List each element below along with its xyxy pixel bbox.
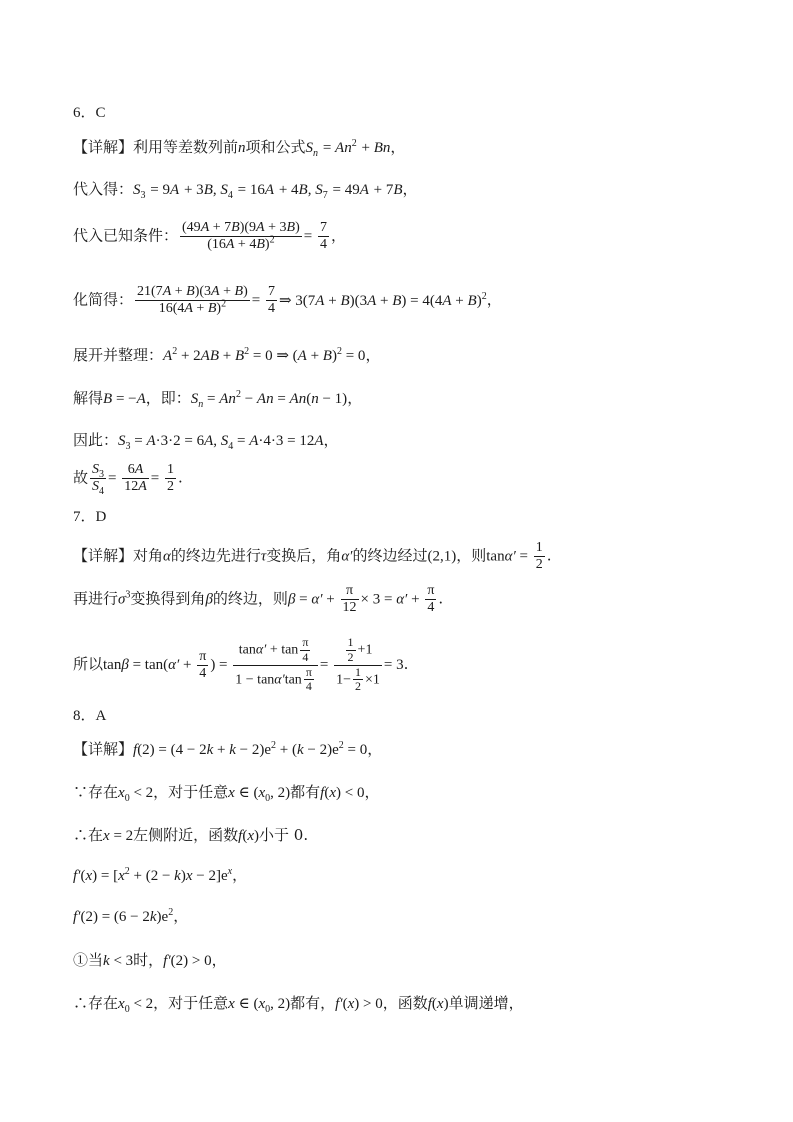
q7-line-3: 所以tanβ = tan(α′ + $\frac{\pi}{4}$ ) = tanα′ + tan $\frac{\pi}{4}$ 1 − tanα′tan $\frac{\pi}{4}$ = $\frac{1}{2}$ +1 1− $\frac{1}{2}$ ×1 = 3. [73,635,409,694]
q8-line-6: ①当k < 3时，f′(2) > 0， [73,951,227,969]
fraction: tanα′ + tan $\frac{\pi}{4}$ 1 − tanα′tan $\frac{\pi}{4}$ [233,636,318,694]
q6-line-5: 展开并整理：$A^2 + 2AB + B^2 = 0$ ⇒ $(A + B)^2 = 0$， [73,346,381,364]
q7-line-1: 【详解】对角α的终边先进行τ变换后，角α′的终边经过(2,1)，则tanα′ = $\frac{1}{2}$ . [73,540,552,573]
q7-heading: 7．D [73,509,107,525]
fraction: $\frac{\pi}{4}$ [427,583,435,616]
q6-heading: 6．C [73,105,106,121]
q6-line-8: 故 $\frac{S_3}{S_4}$ = $\frac{6A}{12A}$ = $\frac{1}{2}$ . [73,462,183,497]
q8-line-4: $f'(x) = [x^2 + (2 - k)x - 2]e^x$， [73,866,248,884]
q8-line-3: ∴在x = 2左侧附近，函数f(x)小于 0. [73,826,309,844]
fraction: $\frac{1}{2}$ [535,540,543,573]
detail-tag: 【详解】 [73,740,134,758]
fraction: $\frac{(49A + 7B)(9A + 3B)}{(16A + 4B)^2}$ [182,220,300,253]
q6-line-7: 因此：$S_3 = A\cdot 3\cdot 2 = 6A$, $S_4 = A\cdot 4\cdot 3 = 12A$， [73,431,339,452]
fraction: $\frac{S_3}{S_4}$ [92,462,105,497]
fraction: $\frac{1}{2}$ +1 1− $\frac{1}{2}$ ×1 [336,635,380,694]
fraction: $\frac{21(7A + B)(3A + B)}{16(4A + B)^2}$ [137,284,248,317]
q8-heading: 8．A [73,708,107,724]
fraction: $\frac{7}{4}$ [319,220,327,253]
fraction: $\frac{1}{2}$ [167,462,175,495]
detail-tag: 【详解】 [73,546,134,565]
fraction: $\frac{\pi}{12}$ [342,583,357,616]
detail-tag: 【详解】 [73,138,134,156]
q6-line-1: 【详解】利用等差数列前n项和公式$S_n = An^2 + Bn$， [73,138,406,159]
fraction: $\frac{6A}{12A}$ [124,462,147,495]
q6-line-6: 解得B = −A，即：$S_n = An^2 - An = An(n - 1)$， [73,389,363,410]
q6-line-3: 代入已知条件： $\frac{(49A + 7B)(9A + 3B)}{(16A + 4B)^2}$ = $\frac{7}{4}$ ， [73,220,346,253]
q8-line-7: ∴存在$x_0 < 2$，对于任意x ∈ ($x_0$, 2)都有，f′(x) > 0，函数f(x)单调递增， [73,994,524,1015]
fraction: $\frac{7}{4}$ [267,284,275,317]
fraction: $\frac{\pi}{4}$ [199,648,207,681]
q8-line-1: 【详解】$f(2) = (4 - 2k + k - 2)e^2 + (k - 2)e^2 = 0$， [73,740,383,758]
q6-line-2: 代入得：$S_3 = 9A + 3B$, $S_4 = 16A + 4B$, $S_7 = 49A + 7B$， [73,180,418,201]
q6-line-4: 化简得： $\frac{21(7A + B)(3A + B)}{16(4A + B)^2}$ = $\frac{7}{4}$ ⇒ $3(7A + B)(3A + B) = 4(4A + B)^2$， [73,284,502,317]
q8-line-5: $f'(2) = (6 - 2k)e^2$， [73,907,189,925]
q8-line-2: ∵存在$x_0 < 2$，对于任意x ∈ ($x_0$, 2)都有f(x) < 0， [73,783,380,804]
q7-line-2: 再进行$\sigma^3$变换得到角β的终边，则β = α′ + $\frac{\pi}{12}$ × 3 = α′ + $\frac{\pi}{4}$ . [73,583,444,616]
